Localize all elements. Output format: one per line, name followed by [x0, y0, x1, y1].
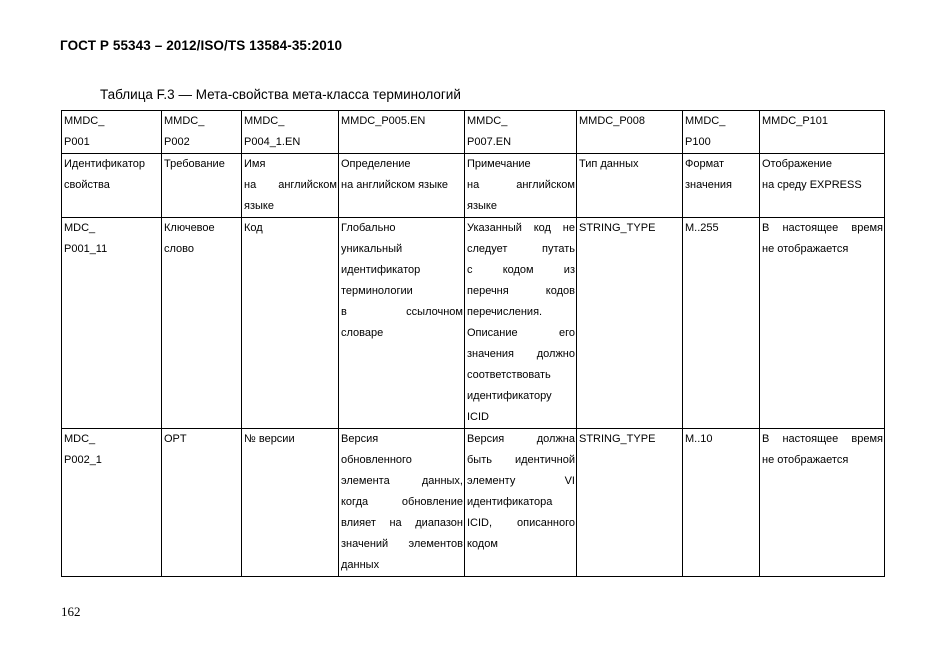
cell-text-line: P100	[685, 136, 711, 148]
cell-text-line: Версия	[341, 433, 379, 445]
cell-text-line: языке	[244, 200, 274, 212]
cell-text-line: быть идентичной	[467, 454, 575, 466]
cell-text-line: Формат	[685, 158, 725, 170]
cell-text-line: № версии	[244, 433, 295, 445]
cell-text-line: Описание его	[467, 327, 575, 339]
table-cell	[577, 111, 683, 154]
page-number: 162	[61, 604, 81, 619]
table-cell	[683, 429, 760, 577]
table-cell	[162, 218, 242, 429]
table-cell	[760, 154, 885, 218]
cell-text-line: В настоящее время	[762, 433, 883, 445]
cell-text-line: STRING_TYPE	[579, 222, 656, 234]
table-cell	[242, 154, 339, 218]
table-cell	[162, 429, 242, 577]
cell-text-line: ICID	[467, 411, 489, 423]
cell-text-line: не отображается	[762, 243, 849, 255]
cell-text-line: когда обновление	[341, 496, 463, 508]
cell-text-line: слово	[164, 243, 194, 255]
table-cell	[62, 111, 162, 154]
document-header: ГОСТ Р 55343 – 2012/ISO/TS 13584-35:2010	[60, 38, 343, 53]
cell-text-line: соответствовать	[467, 369, 551, 381]
table-cell	[62, 218, 162, 429]
cell-text-line: идентификатору	[467, 390, 552, 402]
cell-text-line: STRING_TYPE	[579, 433, 656, 445]
cell-text-line: значения должно	[467, 348, 575, 360]
table-cell	[465, 429, 577, 577]
cell-text-line: следует путать	[467, 243, 575, 255]
table-cell	[162, 111, 242, 154]
cell-text-line: Отображение	[762, 158, 832, 170]
table-cell	[465, 218, 577, 429]
table-cell	[242, 111, 339, 154]
header-row-names	[62, 154, 885, 218]
table-cell	[62, 429, 162, 577]
table-cell	[339, 429, 465, 577]
cell-text-line: M..10	[685, 433, 713, 445]
cell-text-line: языке	[467, 200, 497, 212]
header-row-codes	[62, 111, 885, 154]
cell-text-line: MMDC_P008	[579, 115, 646, 127]
cell-text-line: MMDC_	[685, 115, 726, 127]
cell-text-line: свойства	[64, 179, 110, 191]
cell-text-line: P001_11	[64, 243, 108, 255]
cell-text-line: с кодом из	[467, 264, 575, 276]
table-row	[62, 218, 885, 429]
cell-text-line: P002_1	[64, 454, 102, 466]
cell-text-line: ICID, описанного	[467, 517, 575, 529]
cell-text-line: идентификатор	[341, 264, 421, 276]
cell-text-line: терминологии	[341, 285, 413, 297]
cell-text-line: Определение	[341, 158, 411, 170]
table-cell	[683, 154, 760, 218]
table-cell	[339, 218, 465, 429]
cell-text-line: на английском	[244, 179, 337, 191]
table-cell	[465, 111, 577, 154]
cell-text-line: словаре	[341, 327, 384, 339]
cell-text-line: Тип данных	[579, 158, 639, 170]
cell-text-line: влияет на диапазон	[341, 517, 463, 529]
table-cell	[465, 154, 577, 218]
table-cell	[760, 111, 885, 154]
cell-text-line: Требование	[164, 158, 225, 170]
cell-text-line: Ключевое	[164, 222, 215, 234]
cell-text-line: Имя	[244, 158, 266, 170]
cell-text-line: на английском	[467, 179, 575, 191]
cell-text-line: идентификатора	[467, 496, 553, 508]
cell-text-line: перечисления.	[467, 306, 543, 318]
cell-text-line: элемента данных,	[341, 475, 463, 487]
metaproperties-table	[61, 110, 885, 577]
table-row	[62, 429, 885, 577]
cell-text-line: не отображается	[762, 454, 849, 466]
cell-text-line: MMDC_	[64, 115, 105, 127]
cell-text-line: значений элементов	[341, 538, 463, 550]
table-cell	[760, 218, 885, 429]
cell-text-line: P001	[64, 136, 90, 148]
cell-text-line: В настоящее время	[762, 222, 883, 234]
cell-text-line: P002	[164, 136, 190, 148]
cell-text-line: MMDC_P101	[762, 115, 829, 127]
cell-text-line: в ссылочном	[341, 306, 463, 318]
cell-text-line: MMDC_	[244, 115, 285, 127]
cell-text-line: уникальный	[341, 243, 403, 255]
cell-text-line: данных	[341, 559, 380, 571]
cell-text-line: на среду EXPRESS	[762, 179, 862, 191]
cell-text-line: на английском языке	[341, 179, 449, 191]
cell-text-line: Код	[244, 222, 263, 234]
cell-text-line: Версия должна	[467, 433, 575, 445]
cell-text-line: обновленного	[341, 454, 412, 466]
cell-text-line: OPT	[164, 433, 187, 445]
cell-text-line: элементу VI	[467, 475, 575, 487]
table-cell	[577, 154, 683, 218]
cell-text-line: MMDC_P005.EN	[341, 115, 426, 127]
table-cell	[62, 154, 162, 218]
cell-text-line: Указанный код не	[467, 222, 575, 234]
cell-text-line: MDC_	[64, 222, 96, 234]
table-caption: Таблица F.3 — Мета-свойства мета-класса терминологий	[100, 87, 461, 102]
table-cell	[242, 218, 339, 429]
table-cell	[242, 429, 339, 577]
cell-text-line: MDC_	[64, 433, 96, 445]
cell-text-line: P004_1.EN	[244, 136, 301, 148]
table-cell	[683, 218, 760, 429]
cell-text-line: Глобально	[341, 222, 396, 234]
table-cell	[577, 218, 683, 429]
cell-text-line: MMDC_	[164, 115, 205, 127]
table-cell	[162, 154, 242, 218]
cell-text-line: P007.EN	[467, 136, 512, 148]
cell-text-line: Примечание	[467, 158, 531, 170]
table-cell	[339, 154, 465, 218]
cell-text-line: M..255	[685, 222, 719, 234]
table-cell	[683, 111, 760, 154]
cell-text-line: Идентификатор	[64, 158, 145, 170]
cell-text-line: кодом	[467, 538, 498, 550]
cell-text-line: MMDC_	[467, 115, 508, 127]
table-cell	[760, 429, 885, 577]
cell-text-line: значения	[685, 179, 733, 191]
cell-text-line: перечня кодов	[467, 285, 575, 297]
table-cell	[577, 429, 683, 577]
table-cell	[339, 111, 465, 154]
